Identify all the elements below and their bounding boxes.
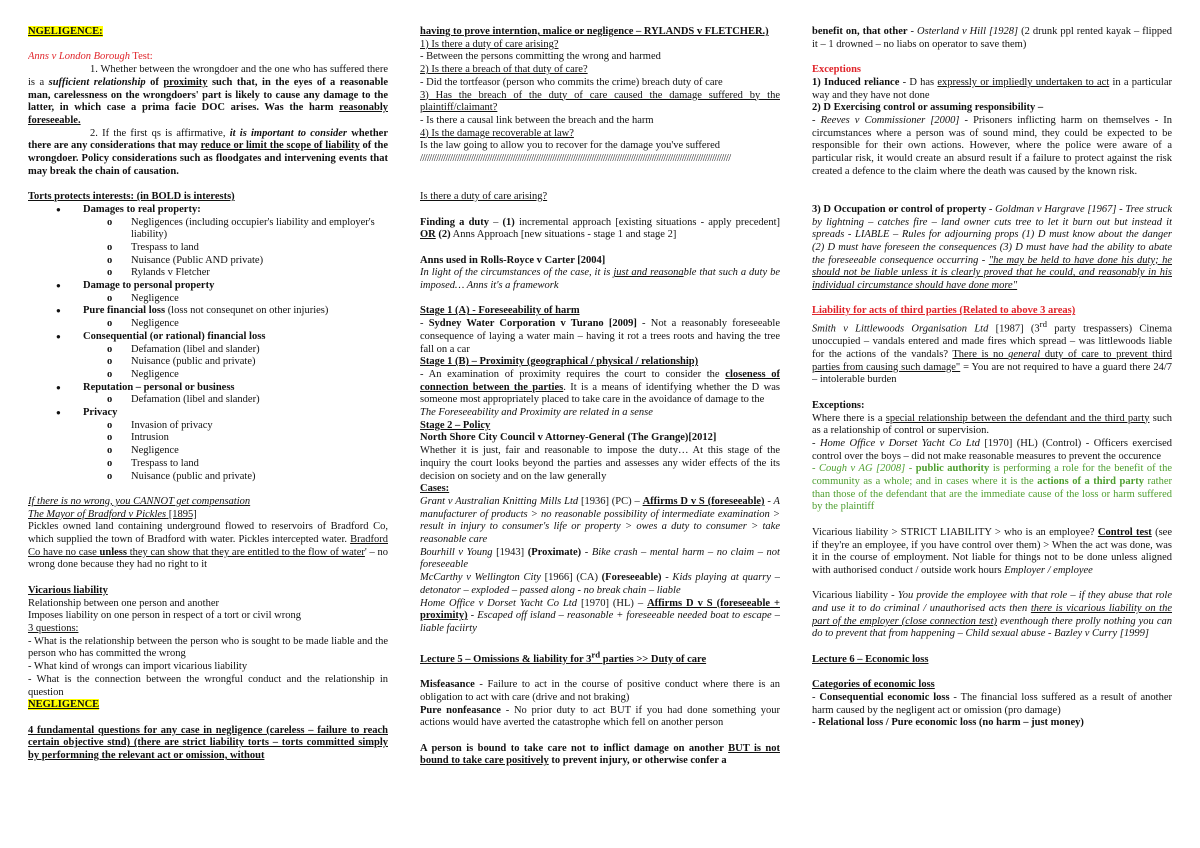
question-4-answer: Is the law going to allow you to recover for the damage you've suffered — [420, 140, 720, 152]
question-3-answer: - Is there a causal link between the breach and the harm — [420, 114, 654, 126]
induced-reliance: 1) Induced reliance - D has expressly or impliedly undertaken to act in a particular way and they have not done — [812, 76, 1172, 101]
tort-item: o Trespass to land — [131, 242, 388, 255]
vicarious-heading: Vicarious liability — [28, 584, 108, 596]
column-middle — [420, 26, 780, 846]
interest-sublist — [83, 217, 388, 281]
interest-item — [83, 331, 388, 382]
negligence-heading: NEGLIGENCE — [28, 699, 100, 711]
tort-item: o Intrusion — [131, 432, 388, 445]
interest-label: Pure financial loss — [83, 305, 166, 317]
question-4: 4) Is the damage recoverable at law? — [420, 127, 574, 139]
question-2: 2) Is there a breach of that duty of care? — [420, 64, 588, 76]
bradford-case-heading: The Mayor of Bradford v Pickles [1895] — [28, 508, 197, 520]
interest-item — [83, 204, 388, 280]
tort-item: o Negligence — [131, 318, 388, 331]
interest-sublist — [83, 344, 388, 382]
stage-1b-heading: Stage 1 (B) – Proximity (geographical / physical / relationship) — [420, 356, 699, 368]
interest-label: Damage to personal property — [83, 280, 215, 292]
duty-question: Is there a duty of care arising? — [420, 191, 548, 203]
smith-case: Smith v Littlewoods Organisation Ltd [1987] (3rd party trespassers) Cinema unoccupied – vandals entered and made fires which spread – was littlewoods liable for the actions of the vandals? There is no general duty of care to prevent third parties from causing such damage" = You are not required to have a guard there 24/7 – intolerable burden — [812, 319, 1172, 386]
tort-item: o Nuisance (Public AND private) — [131, 255, 388, 268]
categories-heading: Categories of economic loss — [812, 679, 935, 691]
lecture-5-heading: Lecture 5 – Omissions & liability for 3rd parties >> Duty of care — [420, 649, 707, 665]
column-right — [812, 26, 1172, 846]
grant-case: Grant v Australian Knitting Mills Ltd [1936] (PC) – Affirms D v S (foreseeable) - A manufacturer of products > no reasonable possibility of intermediate examination > result in injury to consumer's life or property > owes a duty to consumer > take reasonable care — [420, 495, 780, 546]
interest-label: Privacy — [83, 407, 118, 419]
interest-sublist — [83, 293, 388, 306]
sydney-water-case: - Sydney Water Corporation v Turano [2009] - Not a reasonably foreseeable consequence of laying a water main – having it rot a trees roots and having the tree fall on a car — [420, 318, 780, 355]
tort-item: o Negligence — [131, 445, 388, 458]
four-questions-continued: having to prove interntion, malice or negligence – RYLANDS v FLETCHER.) — [420, 26, 769, 37]
special-relationship: Where there is a special relationship between the defendant and the third party such as a relationship of control or supervision. — [812, 412, 1172, 437]
section-divider: ////////////////////////////////////////////////////////////////////////////////////////////////////////////////////////////////////// — [420, 153, 731, 165]
vicarious-line-1: Relationship between one person and another — [28, 597, 219, 609]
tort-item: o Negligence — [131, 293, 388, 306]
interest-label: Damages to real property: — [83, 203, 201, 215]
exceptions-2-heading: Exceptions: — [812, 399, 865, 411]
anns-test-heading: Anns v London Borough Test: — [28, 51, 153, 63]
question-1-answer: - Between the persons committing the wrong and harmed — [420, 51, 661, 63]
bourhill-case: Bourhill v Young [1943] (Proximate) - Bike crash – mental harm – no claim – not foreseeable — [420, 546, 780, 571]
interest-label: Consequential (or rational) financial loss — [83, 330, 266, 342]
torts-interests-heading: Torts protects interests: (in BOLD is interests) — [28, 191, 235, 203]
reeves-case: - Reeves v Commissioner [2000] - Prisoners inflicting harm on themselves - In circumstances where a person was of sound mind, they could be expected to be responsible for their own actions. However, where the police were aware of a particular risk, it would create an absurd result if a failure to protect against the risk created a defence to the claim where the death was caused by the known risk. — [812, 114, 1172, 177]
anns-test-question-1: 1. Whether between the wrongdoer and the one who has suffered there is a sufficient relationship of proximity such that, in the eyes of a reasonable man, carelessness on the wrongdoers' part is likely to cause any damage to the latter, in which case a prima facie DOC arises. Was the harm reasonably foreseeable. — [28, 64, 388, 126]
interest-item — [83, 382, 388, 407]
page-title: NGELIGENCE: — [28, 26, 103, 37]
question-2-answer: - Did the tortfeasor (person who commits the crime) breach duty of care — [420, 76, 723, 88]
tort-item: o Defamation (libel and slander) — [131, 394, 388, 407]
interest-sublist — [83, 420, 388, 484]
vicarious-question-2: - What kind of wrongs can import vicarious liability — [28, 661, 248, 673]
benefit-continued: benefit on, that other - Osterland v Hill [1928] (2 drunk ppl rented kayak – flipped it – 1 drowned – no liabs on operator to save them) — [812, 26, 1172, 50]
interest-sublist — [83, 318, 388, 331]
interest-label: Reputation – personal or business — [83, 381, 235, 393]
bound-to-take-care: A person is bound to take care not to inflict damage on another BUT is not bound to take care positively to prevent injury, or otherwise confer a — [420, 742, 780, 767]
relational-loss: - Relational loss / Pure economic loss (no harm – just money) — [812, 717, 1084, 729]
mccarthy-case: McCarthy v Wellington City [1966] (CA) (Foreseeable) - Kids playing at quarry – detonator – exploded – passed along - no break chain – liable — [420, 572, 780, 596]
nonfeasance-text: Pure nonfeasance - No prior duty to act BUT if you had done something your actions would have averted the catastrophe which fell on another person — [420, 704, 780, 729]
lecture-6-heading: Lecture 6 – Economic loss — [812, 653, 929, 665]
vicarious-question-1: - What is the relationship between the person who is sought to be made liable and the person who has committed the wrong — [28, 635, 388, 660]
column-left — [28, 26, 388, 846]
interests-list — [28, 204, 388, 483]
cough-case: - Cough v AG [2008] - public authority is performing a role for the benefit of the community as a whole; and in cases where it is the actions of a third party rather than those of the defendant that are the immediate cause of the loss or harm suffered by the plaintiff — [812, 463, 1172, 513]
exercising-control: 2) D Exercising control or assuming responsibility – — [812, 102, 1044, 114]
vicarious-question-3: - What is the connection between the wrongful conduct and the relationship in question — [28, 673, 388, 698]
question-1: 1) Is there a duty of care arising? — [420, 38, 559, 50]
home-office-case: Home Office v Dorset Yacht Co Ltd [1970] (HL) – Affirms D v S (foreseeable + proximity) - Escaped off island – reasonable + foreseeable needed boat to escape – liable faciirty — [420, 597, 780, 634]
vicarious-close-connection: Vicarious liability - You provide the employee with that role – if they abuse that role and use it to do criminal / unauthorised acts then there is vicarious liability on the part of the employer (close connection test) eventhough there prolly nothing you can do to prevent that from happening – Child sexual abuse - Bazley v Curry [1999] — [812, 590, 1172, 640]
stage-1a-heading: Stage 1 (A) - Foreseeability of harm — [420, 305, 580, 317]
proximity-text: - An examination of proximity requires the court to consider the closeness of connection between the parties. It is a means of identifying whether the D was someone most appropriately placed to take care in the avoidance of damage to the — [420, 368, 780, 406]
consequential-loss: - Consequential economic loss - The financial loss suffered as a result of another harm caused by the negligent act or omission (pro damage) — [812, 691, 1172, 716]
interest-note: (loss not consequnet on other injuries) — [165, 305, 329, 317]
tort-item: o Invasion of privacy — [131, 420, 388, 433]
question-3: 3) Has the breach of the duty of care caused the damage suffered by the plaintiff/claimant? — [420, 89, 780, 114]
occupation-of-property: 3) D Occupation or control of property - Goldman v Hargrave [1967] - Tree struck by lightning – catches fire – land owner cuts tree to let it burn out but instead it spreads - LIABLE – Rules for adjourning props (1) D must know about the danger (2) D must have foreseen the consequences (3) D must have had the ability to abate the foreseeable consequence occurring - "he may be held to have done his duty; he should not be liable unless it is clearly proved that he could, and reasonably in his individual circumstance should have done more" — [812, 203, 1172, 292]
rolls-royce-heading: Anns used in Rolls-Royce v Carter [2004] — [420, 254, 606, 266]
foreseeability-note: The Foreseeability and Proximity are related in a sense — [420, 407, 653, 419]
bradford-case-text: Pickles owned land containing underground flowed to reservoirs of Bradford Co, which supplied the town of Bradford with water. Pickles intercepted water. Bradford Co have no case unless they can show that they are entitled to the flow of water' – no wrong done because they had no right to it — [28, 521, 388, 571]
tort-item: o Trespass to land — [131, 458, 388, 471]
no-wrong-note: If there is no wrong, you CANNOT get compensation — [28, 495, 251, 507]
policy-text: Whether it is just, fair and reasonable to impose the duty… At this stage of the inquiry the court looks beyond the parties and assesses any wider effects of the its decision on society and on the law generally — [420, 445, 780, 482]
tort-item: o Rylands v Fletcher — [131, 267, 388, 280]
exceptions-heading: Exceptions — [812, 64, 862, 76]
interest-item — [83, 280, 388, 305]
interest-item — [83, 407, 388, 483]
anns-test-question-2: 2. If the first qs is affirmative, it is important to consider whether there are any considerations that may reduce or limit the scope of liability of the wrongdoer. Policy considerations such as floodgates and intervening events that may break the chain of causation. — [28, 127, 388, 177]
tort-item: o Negligences (including occupier's liability and employer's liability) — [131, 217, 388, 242]
four-questions-heading: 4 fundamental questions for any case in negligence (careless – failure to reach certain objective stnd) (there are strict liability torts – torts committed simply by performning the relevant act or omission, without — [28, 724, 388, 761]
stage-2-heading: Stage 2 – Policy — [420, 419, 491, 431]
vicarious-control-test: Vicarious liability > STRICT LIABILITY > who is an employee? Control test (see if they're an employee, if you have control over them) > When the act was done, was it in the course of employment. Not liable for things not to be done unless aligned with authorised conduct / outside work hours Employer / employee — [812, 526, 1172, 576]
tort-item: o Negligence — [131, 369, 388, 382]
interest-sublist — [83, 394, 388, 407]
cases-heading: Cases: — [420, 483, 450, 495]
misfeasance-text: Misfeasance - Failure to act in the course of positive conduct where there is an obligation to act with care (drive and not braking) — [420, 679, 780, 703]
finding-a-duty: Finding a duty – (1) incremental approach [existing situations - apply precedent] OR (2) Anns Approach [new situations - stage 1 and stage 2] — [420, 216, 780, 241]
rolls-royce-text: In light of the circumstances of the case, it is just and reasonable that such a duty be imposed… Anns it's a framework — [420, 267, 780, 291]
tort-item: o Nuisance (public and private) — [131, 356, 388, 369]
north-shore-case: North Shore City Council v Attorney-General (The Grange)[2012] — [420, 432, 717, 444]
third-parties-heading: Liability for acts of third parties (Related to above 3 areas) — [812, 305, 1076, 317]
home-office-control: - Home Office v Dorset Yacht Co Ltd [1970] (HL) (Control) - Officers exercised control over the boys – did not make reasonable measures to prevent the occurence — [812, 437, 1172, 462]
tort-item: o Defamation (libel and slander) — [131, 344, 388, 357]
vicarious-line-2: Imposes liability on one person in respect of a tort or civil wrong — [28, 610, 301, 622]
three-questions-heading: 3 questions: — [28, 622, 79, 634]
interest-item — [83, 305, 388, 330]
tort-item: o Nuisance (public and private) — [131, 471, 388, 484]
